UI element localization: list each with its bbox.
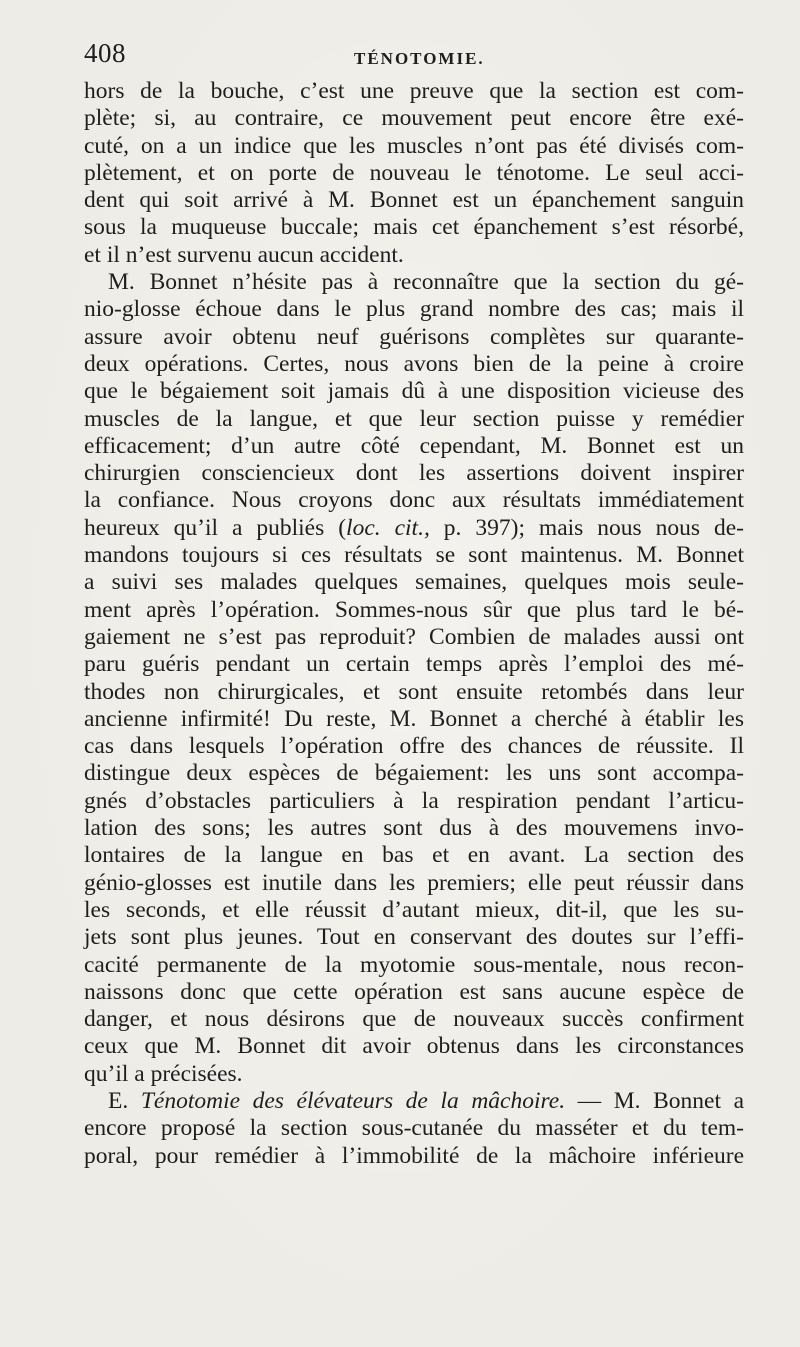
text-line: ceux que M. Bonnet dit avoir obtenus dans les circonstances: [84, 1033, 744, 1060]
page-number: 408: [84, 38, 126, 68]
text-line: cuté, on a un indice que les muscles n’ont pas été divisés com-: [84, 132, 744, 159]
text-line: et il n’est survenu aucun accident.: [84, 241, 404, 268]
text-line: gnés d’obstacles particuliers à la respiration pendant l’articu-: [84, 787, 744, 814]
text-line: la confiance. Nous croyons donc aux résultats immédiatement: [84, 487, 744, 514]
text-line: les seconds, et elle réussit d’autant mieux, dit-il, que les su-: [84, 896, 744, 923]
text-line: sous la muqueuse buccale; mais cet épanchement s’est résorbé,: [84, 214, 744, 241]
text-line: ment après l’opération. Sommes-nous sûr que plus tard le bé-: [84, 596, 744, 623]
text-line: que le bégaiement soit jamais dû à une disposition vicieuse des: [84, 378, 744, 405]
text-line: chirurgien consciencieux dont les assertions doivent inspirer: [84, 460, 744, 487]
text-line: assure avoir obtenu neuf guérisons complètes sur quarante-: [84, 323, 744, 350]
text-line: plètement, et on porte de nouveau le ténotome. Le seul acci-: [84, 159, 744, 186]
text-line: heureux qu’il a publiés (loc. cit., p. 397); mais nous nous de-: [84, 514, 744, 541]
text-line: a suivi ses malades quelques semaines, quelques mois seule-: [84, 569, 744, 596]
page-header: [84, 38, 744, 78]
text-line: thodes non chirurgicales, et sont ensuite retombés dans leur: [84, 678, 744, 705]
text-line: lontaires de la langue en bas et en avant. La section des: [84, 842, 744, 869]
text-line: hors de la bouche, c’est une preuve que la section est com-: [84, 78, 744, 104]
text-line: paru guéris pendant un certain temps après l’emploi des mé-: [84, 651, 744, 678]
italic-fragment: Ténotomie des élévateurs de la mâchoire.: [140, 1087, 566, 1114]
text-line: dent qui soit arrivé à M. Bonnet est un épanchement sanguin: [84, 187, 744, 214]
text-line: génio-glosses est inutile dans les premiers; elle peut réussir dans: [84, 869, 744, 896]
text-line: mandons toujours si ces résultats se sont maintenus. M. Bonnet: [84, 542, 744, 569]
section-heading-line: E. Ténotomie des élévateurs de la mâchoire. — M. Bonnet a: [108, 1087, 745, 1114]
text-line: jets sont plus jeunes. Tout en conservant des doutes sur l’effi-: [84, 924, 744, 951]
text-line: muscles de la langue, et que leur section puisse y remédier: [84, 405, 744, 432]
text-line: naissons donc que cette opération est sans aucune espèce de: [84, 978, 744, 1005]
text-line: ancienne infirmité! Du reste, M. Bonnet a cherché à établir les: [84, 705, 744, 732]
text-line: lation des sons; les autres sont dus à des mouvemens invo-: [84, 815, 744, 842]
text-line: poral, pour remédier à l’immobilité de la mâchoire inférieure: [84, 1142, 744, 1169]
text-line: qu’il a précisées.: [84, 1060, 243, 1087]
running-head: TÉNOTOMIE.: [354, 49, 485, 68]
text-line: deux opérations. Certes, nous avons bien de la peine à croire: [84, 350, 744, 377]
text-line: gaiement ne s’est pas reproduit? Combien de malades aussi ont: [84, 623, 744, 650]
text-line: encore proposé la section sous-cutanée du masséter et du tem-: [84, 1115, 744, 1142]
text-line: distingue deux espèces de bégaiement: les uns sont accompa-: [84, 760, 744, 787]
body-text: [84, 78, 744, 1170]
text-line: M. Bonnet n’hésite pas à reconnaître que la section du gé-: [108, 269, 744, 296]
text-line: nio-glosse échoue dans le plus grand nombre des cas; mais il: [84, 296, 744, 323]
text-line: plète; si, au contraire, ce mouvement peut encore être exé-: [84, 105, 744, 132]
text-line: cas dans lesquels l’opération offre des chances de réussite. Il: [84, 733, 744, 760]
italic-fragment: loc. cit.,: [346, 514, 430, 541]
text-line: danger, et nous désirons que de nouveaux succès confirment: [84, 1006, 744, 1033]
text-line: cacité permanente de la myotomie sous-mentale, nous recon-: [84, 951, 744, 978]
text-line: efficacement; d’un autre côté cependant, M. Bonnet est un: [84, 432, 744, 459]
